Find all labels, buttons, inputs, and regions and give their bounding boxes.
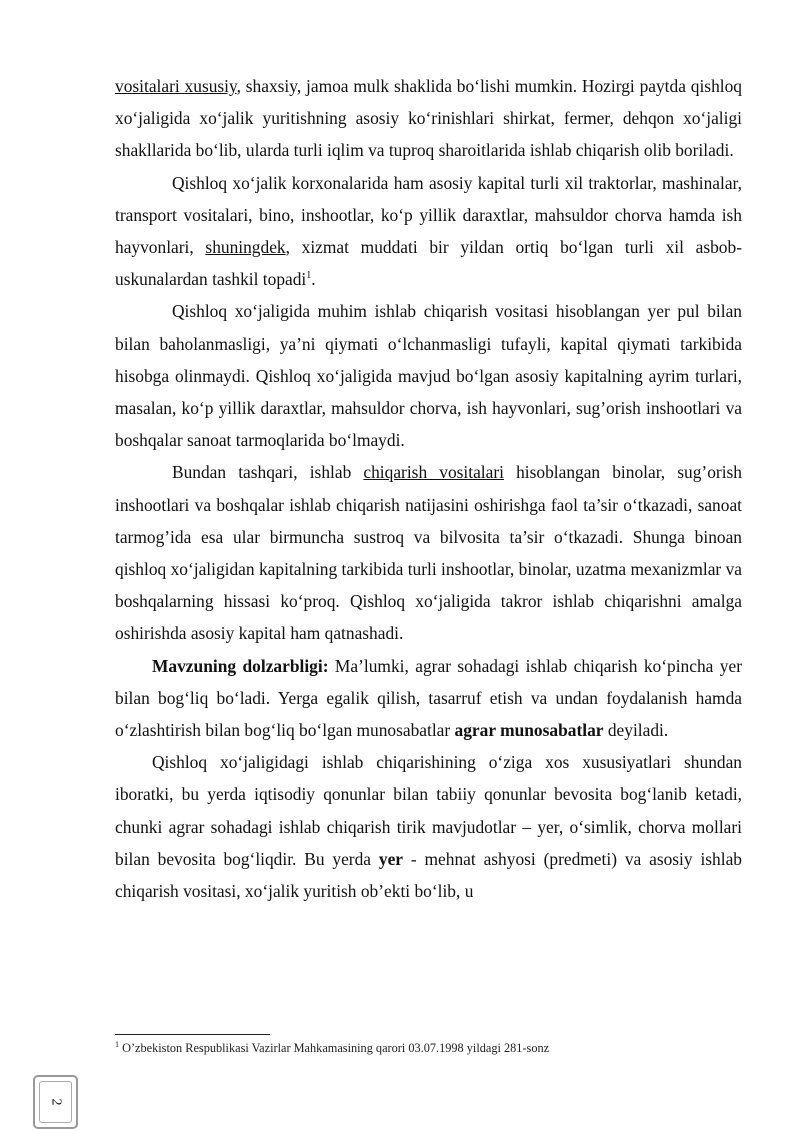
footnote bbox=[115, 1040, 755, 1056]
paragraph-text: hisoblangan binolar, sug’orish inshootlari va boshqalar ishlab chiqarish natijasini oshirishga faol ta’sir o‘tkazadi, sanoat tarmog’ida esa ular birmuncha sustroq va bilvosita ta’sir o‘tkazadi. Shunga binoan qishloq xo‘jaligidan kapitalning tarkibida turli inshootlar, binolar, uzatma mexanizmlar va boshqalarning hissasi ko‘proq. Qishloq xo‘jaligida takror ishlab chiqarishni amalga oshirishda asosiy kapital ham qatnashadi. bbox=[115, 462, 742, 644]
bold-term: agrar munosabatlar bbox=[454, 720, 604, 741]
section-heading: Mavzuning dolzarbligi: bbox=[152, 655, 329, 676]
paragraph-text: deyiladi. bbox=[603, 720, 669, 741]
underlined-term: shuningdek bbox=[205, 237, 286, 258]
underlined-term: vositalari xususiy bbox=[115, 76, 237, 96]
footnote-reference[interactable]: 1 bbox=[306, 270, 312, 282]
paragraph-text: . bbox=[311, 269, 316, 290]
paragraph-3 bbox=[115, 295, 742, 456]
footnote-mark: 1 bbox=[115, 1039, 119, 1049]
paragraph-text: Ma’lumki, agrar sohadagi ishlab chiqarish ko‘pincha yer bilan bog‘liq bo‘ladi. Yerga egalik qilish, tasarruf etish va undan foydalanish hamda o‘zlashtirish bilan bog‘liq bo‘lgan munosabatlar bbox=[115, 655, 742, 741]
paragraph-text: Qishloq xo‘jaligidagi ishlab chiqarishining o‘ziga xos xususiyatlari shundan iboratki, bu yerda iqtisodiy qonunlar bilan tabiiy qonunlar bevosita bog‘lanib ketadi, chunki agrar sohadagi ishlab chiqarish tirik mavjudotlar – yer, o‘simlik, chorva mollari bilan bevosita bog‘liqdir. Bu yerda bbox=[115, 752, 742, 869]
paragraph-text: Qishloq xo‘jalik korxonalarida ham asosiy kapital turli xil traktorlar, mashinalar, transport vositalari, bino, inshootlar, ko‘p yillik daraxtlar, mahsuldor chorva hamda ish hayvonlari, bbox=[115, 172, 742, 258]
paragraph-1 bbox=[115, 70, 742, 167]
underlined-term: chiqarish vositalari bbox=[363, 462, 504, 483]
page-number-badge bbox=[33, 1075, 78, 1129]
paragraph-text: - mehnat ashyosi (predmeti) va asosiy ishlab chiqarish vositasi, xo‘jalik yuritish ob’ekti bo‘lib, u bbox=[115, 848, 742, 902]
paragraph-text: Bundan tashqari, ishlab bbox=[172, 462, 364, 483]
paragraph-text: , xizmat muddati bir yildan ortiq bo‘lgan turli xil asbob-uskunalardan tashkil topadi bbox=[115, 237, 742, 290]
paragraph-2 bbox=[115, 167, 742, 296]
footnote-separator bbox=[115, 1034, 270, 1035]
paragraph-6 bbox=[115, 746, 742, 907]
paragraph-text: Qishloq xo‘jaligida muhim ishlab chiqarish vositasi hisoblangan yer pul bilan bilan baholanmasligi, ya’ni qiymati o‘lchanmasligi tufayli, kapital qiymati tarkibida hisobga olinmaydi. Qishloq xo‘jaligida mavjud bo‘lgan asosiy kapitalning ayrim turlari, masalan, ko‘p yillik daraxtlar, mahsuldor chorva, ish hayvonlari, sug’orish inshootlari va boshqalar sanoat tarmoqlarida bo‘lmaydi. bbox=[115, 301, 742, 451]
paragraph-5 bbox=[115, 650, 742, 747]
footnote-text: O’zbekiston Respublikasi Vazirlar Mahkamasining qarori 03.07.1998 yildagi 281-sonz bbox=[119, 1041, 550, 1055]
page-number: 2 bbox=[48, 1098, 64, 1106]
paragraph-4 bbox=[115, 456, 742, 649]
document-body bbox=[115, 70, 742, 907]
bold-term: yer bbox=[378, 848, 404, 869]
paragraph-text: , shaxsiy, jamoa mulk shaklida bo‘lishi mumkin. Hozirgi paytda qishloq xo‘jaligida xo‘jalik yuritishning asosiy ko‘rinishlari shirkat, fermer, dehqon xo‘jaligi shakllarida bo‘lib, ularda turli iqlim va tuproq sharoitlarida ishlab chiqarish olib boriladi. bbox=[115, 76, 742, 161]
